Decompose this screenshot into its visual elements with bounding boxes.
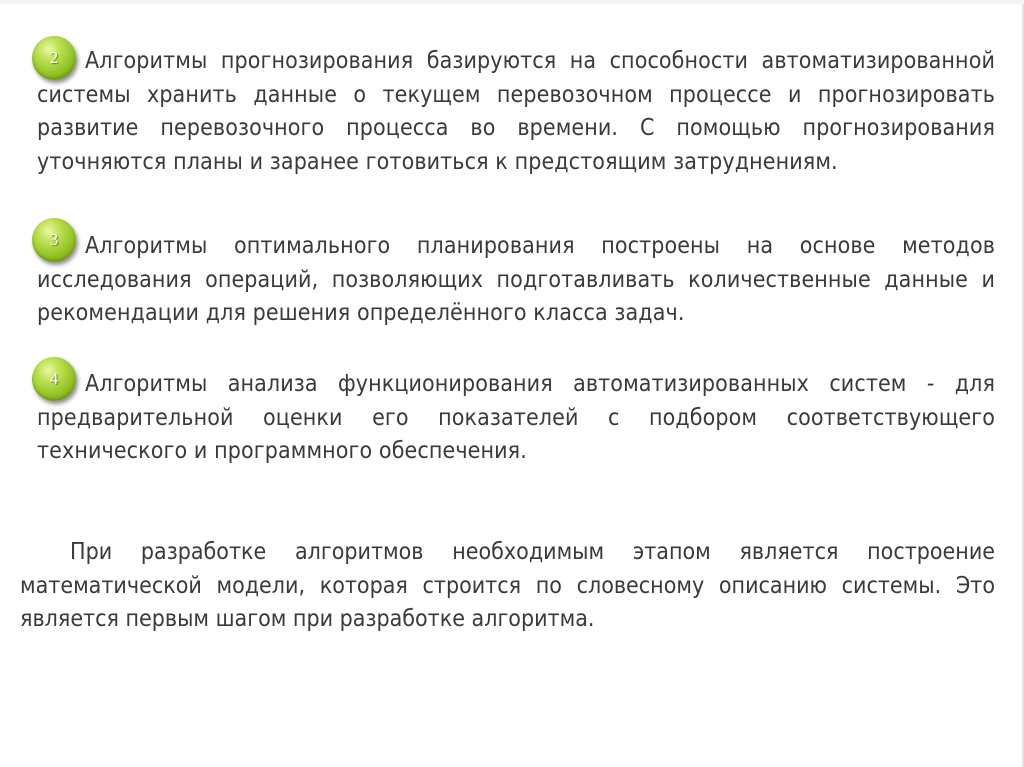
paragraph-forecasting	[37, 45, 995, 179]
paragraph-text: Алгоритмы анализа функционирования автоматизированных систем - для предварительной оценки его показателей с подбором соответствующего технического и программного обеспечения.	[37, 371, 995, 464]
closing-paragraph: При разработке алгоритмов необходимым этапом является построение математической модели, которая строится по словесному описанию системы. Это является первым шагом при разработке алгоритма.	[20, 539, 995, 632]
paragraph-optimal-planning	[37, 230, 995, 331]
badge-number: 3	[49, 230, 59, 249]
paragraph-text: Алгоритмы оптимального планирования построены на основе методов исследования операций, позволяющих подготавливать количественные данные и рекомендации для решения определённого класса задач.	[37, 233, 995, 326]
badge-number: 4	[49, 369, 59, 388]
paragraph-text: Алгоритмы прогнозирования базируются на способности автоматизированной системы хранить данные о текущем перевозочном процессе и прогнозировать развитие перевозочного процесса во времени. С помощью прогнозирования уточняются планы и заранее готовиться к предстоящим затруднениям.	[37, 48, 995, 175]
slide-top-edge	[0, 0, 1024, 4]
paragraph-analysis	[37, 368, 995, 469]
badge-number: 2	[49, 48, 59, 67]
